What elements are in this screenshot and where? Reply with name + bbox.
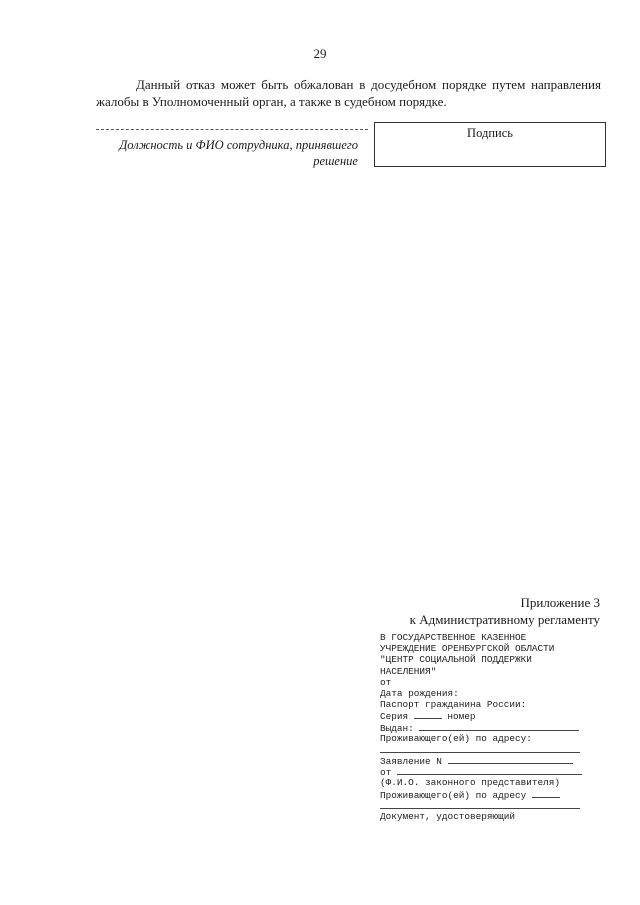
document-line <box>380 811 605 822</box>
series-label: Серия <box>380 711 409 723</box>
issued-label: Выдан: <box>380 722 414 734</box>
residing-label: Проживающего(ей) по адресу: <box>380 732 532 744</box>
signature-position-line <box>96 129 368 130</box>
signature-position-caption: Должность и ФИО сотрудника, принявшего решение <box>119 138 358 168</box>
from2-blank <box>397 766 582 775</box>
addressee-line: В ГОСУДАРСТВЕННОЕ КАЗЕННОЕ <box>380 632 527 643</box>
from-line <box>380 677 605 688</box>
residing2-blank <box>532 789 560 798</box>
issued-blank <box>419 722 579 731</box>
series-blank <box>414 710 442 719</box>
application-number-blank <box>448 755 573 764</box>
appeal-notice: Данный отказ может быть обжалован в досудебном порядке путем направления жалобы в Уполномоченный орган, а также в судебном порядке. <box>96 77 601 109</box>
passport-line <box>380 699 605 710</box>
residing2-blank-line <box>380 800 605 811</box>
addressee-line: УЧРЕЖДЕНИЕ ОРЕНБУРГСКОЙ ОБЛАСТИ <box>380 643 555 655</box>
passport-series-line <box>380 710 605 721</box>
appendix-heading <box>360 594 600 628</box>
residing-blank-line <box>380 744 605 755</box>
signature-box <box>374 122 606 167</box>
representative-line <box>380 777 605 788</box>
issued-line <box>380 722 605 733</box>
document-label: Документ, удостоверяющий <box>380 811 516 822</box>
application-number-label: Заявление N <box>380 756 442 768</box>
residing2-label: Проживающего(ей) по адресу <box>380 789 527 801</box>
from2-label: от <box>380 767 392 779</box>
passport-label: Паспорт гражданина России: <box>380 699 527 711</box>
birth-date-label: Дата рождения: <box>380 687 459 699</box>
from-label: от <box>380 676 392 688</box>
representative-label: (Ф.И.О. законного представителя) <box>380 777 561 789</box>
application-number-line <box>380 755 605 766</box>
appendix-subtitle: к Административному регламенту <box>409 612 600 627</box>
birth-date-line <box>380 688 605 699</box>
from2-line <box>380 766 605 777</box>
page-number: 29 <box>313 46 327 61</box>
residing2-blank-full <box>380 800 580 809</box>
addressee-line: НАСЕЛЕНИЯ" <box>380 665 437 677</box>
number-label: номер <box>447 711 476 723</box>
appendix-title: Приложение 3 <box>520 595 600 610</box>
addressee-line: "ЦЕНТР СОЦИАЛЬНОЙ ПОДДЕРЖКИ <box>380 654 532 666</box>
residing2-line <box>380 789 605 800</box>
residing-line <box>380 733 605 744</box>
signature-box-label: Подпись <box>467 126 513 140</box>
application-header-block <box>380 632 605 822</box>
residing-blank <box>380 744 580 753</box>
